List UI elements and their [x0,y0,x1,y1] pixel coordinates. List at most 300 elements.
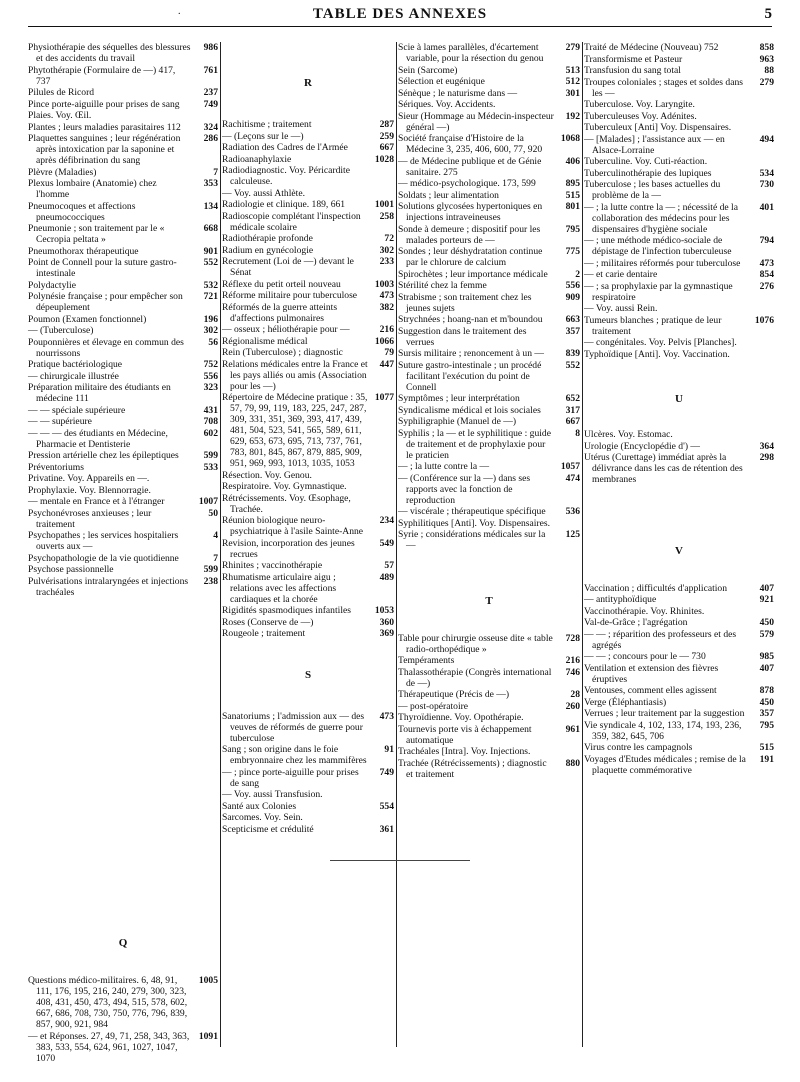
entry-text: Préventoriums [28,461,84,473]
entry-text: — et Réponses. 27, 49, 71, 258, 343, 363, 383, 533, 554, 624, 961, 1027, 1047, 1070 [28,1030,190,1064]
index-entry [222,605,394,616]
entry-text: Tuberculeux [Anti] Voy. Dispensaires. [584,122,732,133]
entry-page-number: 57 [384,560,394,571]
index-entry [28,110,218,121]
index-entry [222,767,394,789]
entry-page-number: 88 [764,65,774,76]
entry-text: — Voy. aussi Athlète. [222,187,305,199]
entry-text: Utérus (Curettage) immédiat après la délivrance dans les cas de rétention des membranes [584,452,743,485]
section-letter: U [675,393,683,405]
entry-text: Typhoïdique [Anti]. Voy. Vaccination. [584,348,730,360]
entry-page-number: 534 [759,167,774,179]
index-entry [28,496,218,507]
index-entry [584,235,774,257]
entry-page-number: 407 [759,582,774,594]
entry-page-number: 961 [565,723,580,735]
index-entry [398,326,580,348]
index-entry [584,122,774,133]
entry-text: Transformisme et Pasteur [584,53,683,65]
index-entry [584,179,774,201]
entry-text: — Voy. aussi Transfusion. [222,789,323,800]
index-entry [28,530,218,552]
entry-page-number: 323 [203,382,218,393]
entry-text: — (Tuberculose) [28,325,94,336]
index-entry [222,812,394,823]
entry-text: Table pour chirurgie osseuse dite « table radio-orthopédique » [398,632,553,655]
entry-text: Pulvérisations intralaryngées et injections trachéales [28,575,189,598]
entry-page-number: 1057 [560,461,580,472]
entry-text: Rétrécissements. Voy. Œsophage, Trachée. [222,492,351,515]
entry-text: Tempéraments [398,655,455,666]
entry-page-number: 317 [565,404,580,416]
entry-text: Pouponnières et élevage en commun des nourrissons [28,336,184,359]
entry-page-number: 1066 [374,335,394,347]
index-entry [28,65,218,87]
index-entry [222,801,394,812]
entry-page-number: 216 [565,655,580,666]
entry-page-number: 552 [203,257,218,268]
entry-page-number: 909 [565,291,580,303]
index-entry [398,314,580,325]
entry-page-number: 450 [759,696,774,708]
entry-page-number: 1001 [374,199,394,210]
entry-text: Sénèque ; le naturisme dans — [398,87,518,99]
section-spacer [584,557,774,583]
index-entry [398,701,580,712]
entry-text: Réunion biologique neuro-psychiatrique à l'asile Sainte-Anne [222,515,364,537]
index-entry [584,720,774,742]
entry-page-number: 652 [565,393,580,404]
entry-page-number: 515 [759,742,774,753]
entry-text: Plèvre (Maladies) [28,166,97,178]
index-entry [222,290,394,301]
entry-page-number: 260 [565,700,580,712]
section-spacer [584,360,774,394]
index-entry [398,633,580,655]
index-entry [398,224,580,246]
index-entry [398,529,580,551]
index-entry [584,134,774,156]
entry-text: Pratique bactériologique [28,359,123,370]
index-entry [222,711,394,744]
header-rule [28,26,772,27]
index-entry [398,428,580,461]
entry-page-number: 749 [379,766,394,778]
entry-page-number: 196 [203,313,218,325]
index-entry [28,167,218,178]
column-divider [582,42,583,1047]
entry-page-number: 301 [565,87,580,99]
header-dot: . [178,6,181,17]
entry-text: Syndicalisme médical et lois sociales [398,404,541,416]
index-entry [222,515,394,537]
index-entry [28,178,218,200]
entry-page-number: 554 [379,800,394,812]
index-entry [398,667,580,689]
index-entry [398,269,580,280]
entry-text: Pression artérielle chez les épileptiques [28,450,179,461]
index-entry [28,257,218,279]
index-entry [28,337,218,359]
index-entry [398,712,580,723]
entry-text: — viscérale ; thérapeutique spécifique [398,506,546,517]
entry-text: Vaccinothérapie. Voy. Rhinites. [584,605,705,617]
entry-text: Traité de Médecine (Nouveau) 752 [584,42,719,53]
index-entry [222,617,394,628]
entry-page-number: 775 [565,246,580,257]
index-entry [584,168,774,179]
entry-text: Rhinites ; vaccinothérapie [222,560,323,571]
entry-page-number: 364 [759,440,774,452]
index-entry [398,461,580,472]
index-entry [28,325,218,336]
index-entry [222,572,394,605]
entry-page-number: 985 [759,651,774,662]
entry-page-number: 276 [759,280,774,292]
index-entry [398,348,580,359]
index-entry [398,156,580,178]
entry-page-number: 28 [570,689,580,700]
index-entry [398,76,580,87]
section-spacer [28,598,218,938]
entry-page-number: 858 [759,42,774,53]
entry-page-number: 7 [213,166,218,178]
entry-text: Syphiligraphie (Manuel de —) [398,416,517,427]
entry-text: Polynésie française ; pour empêcher son dépeuplement [28,291,183,313]
index-entry [222,245,394,256]
entry-text: Tuberculine. Voy. Cuti-réaction. [584,156,708,167]
entry-text: Radioscopie complétant l'inspection médicale scolaire [222,210,361,233]
entry-text: Thalassothérapie (Congrès international de —) [398,666,552,689]
entry-page-number: 50 [208,507,218,519]
index-entry [398,246,580,268]
entry-page-number: 473 [379,710,394,722]
page-title: TABLE DES ANNEXES [312,6,488,22]
entry-page-number: 360 [379,616,394,628]
entry-text: Point de Connell pour la suture gastro-intestinale [28,257,177,279]
column-divider [220,42,221,1047]
entry-page-number: 721 [203,291,218,302]
entry-page-number: 533 [203,461,218,473]
index-entry [222,199,394,210]
entry-page-number: 357 [565,325,580,337]
index-entry [28,428,218,450]
entry-text: Sélection et eugénique [398,76,485,87]
entry-page-number: 599 [203,450,218,461]
entry-text: Régionalisme médical [222,335,308,347]
index-entry [584,281,774,303]
index-entry [584,99,774,110]
entry-page-number: 556 [203,370,218,382]
entry-page-number: 7 [213,552,218,564]
index-entry [222,165,394,187]
index-entry [222,538,394,560]
entry-text: Pince porte-aiguille pour prises de sang [28,98,180,110]
entry-text: Recrutement (Loi de —) devant le Sénat [222,256,354,278]
entry-page-number: 746 [565,666,580,678]
section-spacer [222,640,394,670]
entry-page-number: 192 [565,110,580,122]
entry-text: Tuberculose ; les bases actuelles du problème de la — [584,179,721,201]
entry-page-number: 602 [203,427,218,439]
entry-page-number: 795 [759,719,774,731]
entry-text: Radiodiagnostic. Voy. Péricardite calculeuse. [222,165,350,187]
index-entry [584,202,774,235]
entry-text: Rachitisme ; traitement [222,119,312,130]
section-spacer [222,89,394,119]
index-entry [584,111,774,122]
entry-text: Soldats ; leur alimentation [398,189,499,201]
entry-text: Tumeurs blanches ; pratique de leur traitement [584,314,722,337]
entry-text: Verge (Éléphantiasis) [584,696,667,708]
index-entry [222,824,394,835]
index-entry [584,697,774,708]
index-entry [28,450,218,461]
entry-page-number: 1003 [374,278,394,290]
index-entry [398,292,580,314]
entry-page-number: 513 [565,64,580,76]
entry-page-number: 8 [575,427,580,439]
entry-text: Trachée (Rétrécissements) ; diagnostic et traitement [398,757,547,780]
entry-page-number: 549 [379,537,394,549]
index-entry [222,347,394,358]
entry-text: Radioanaphylaxie [222,153,292,165]
index-entry [222,744,394,766]
entry-text: Sondes ; leur déshydratation continue par le chlorure de calcium [398,246,543,268]
entry-page-number: 72 [384,233,394,244]
entry-page-number: 406 [565,155,580,167]
entry-text: Rougeole ; traitement [222,628,306,639]
entry-text: Psychose passionnelle [28,564,114,575]
entry-text: Syphilitiques [Anti]. Voy. Dispensaires. [398,517,550,529]
entry-page-number: 216 [379,324,394,335]
entry-page-number: 795 [565,223,580,235]
entry-page-number: 1028 [374,153,394,165]
entry-text: Société française d'Histoire de la Médecine 3, 235, 406, 600, 77, 920 [398,133,543,155]
entry-text: Strabisme ; son traitement chez les jeunes sujets [398,291,532,314]
entry-text: — — ; concours pour le — 730 [584,651,706,662]
entry-page-number: 761 [203,64,218,76]
entry-text: Répertoire de Médecine pratique : 35, 57, 79, 99, 119, 183, 225, 247, 287, 309, 331, 351, 369, 393, 417, 439, 481, 504, 523, 541, 565, 589, 611, 629, 653, 673, 695, 713, 737, 761, 783, 801, 845, 867, 879, 885, 909, 951, 969, 993, 1013, 1035, 1053 [222,392,368,469]
index-entry [398,133,580,155]
entry-text: — antityphoïdique [584,594,657,605]
index-entry [584,594,774,605]
index-entry [28,1031,218,1064]
index-entry [28,87,218,98]
entry-page-number: 4 [213,530,218,541]
entry-page-number: 880 [565,757,580,769]
entry-page-number: 667 [379,142,394,153]
entry-text: Psychopathes ; les services hospitaliers ouverts aux — [28,530,179,552]
entry-text: Plexus lombaire (Anatomie) chez l'homme [28,178,157,200]
entry-page-number: 963 [759,53,774,65]
index-entry [28,133,218,166]
entry-text: Radium en gynécologie [222,244,314,256]
index-entry [398,178,580,189]
index-entry [222,392,394,469]
entry-page-number: 324 [203,121,218,133]
entry-page-number: 579 [759,628,774,640]
entry-text: Symptômes ; leur interprétation [398,393,520,404]
index-entry [398,99,580,110]
entry-text: Strychnées ; hoang-nan et m'boundou [398,314,543,325]
entry-text: Tuberculinothérapie des lupiques [584,167,712,179]
section-spacer [398,552,580,596]
entry-page-number: 536 [565,506,580,517]
index-entry [584,337,774,348]
entry-text: — — spéciale supérieure [28,404,126,416]
entry-text: Ulcères. Voy. Estomac. [584,429,673,440]
section-spacer [584,405,774,429]
entry-text: Roses (Conserve de —) [222,616,314,628]
section-letter: S [304,668,312,681]
column-divider [396,42,397,1047]
entry-page-number: 279 [565,42,580,53]
entry-text: Polydactylie [28,279,76,291]
index-entry [584,77,774,99]
entry-text: — ; pince porte-aiguille pour prises de sang [222,766,359,789]
entry-text: Stérilité chez la femme [398,280,487,291]
index-column-1 [28,42,218,1064]
index-entry [28,99,218,110]
entry-page-number: 447 [379,358,394,370]
entry-text: Sériques. Voy. Accidents. [398,99,496,110]
section-spacer [28,949,218,975]
entry-page-number: 556 [565,280,580,291]
entry-page-number: 474 [565,472,580,484]
entry-text: Thérapeutique (Précis de —) [398,689,510,700]
index-entry [584,315,774,337]
page-number: 5 [764,6,772,22]
section-letter: V [675,544,683,557]
entry-text: Pneumothorax thérapeutique [28,245,139,257]
entry-text: — médico-psychologique. 173, 599 [398,178,536,189]
entry-page-number: 752 [203,359,218,370]
entry-text: Thyroïdienne. Voy. Opothérapie. [398,712,524,723]
entry-text: Plaies. Voy. Œil. [28,110,92,121]
entry-text: Réflexe du petit orteil nouveau [222,278,341,290]
entry-page-number: 801 [565,201,580,212]
entry-text: Psychonévroses anxieuses ; leur traitement [28,507,152,530]
entry-page-number: 134 [203,200,218,212]
entry-text: — de Médecine publique et de Génie sanitaire. 275 [398,155,542,178]
entry-text: Radiothérapie profonde [222,233,313,244]
index-entry [222,628,394,639]
index-entry [222,336,394,347]
index-entry [28,359,218,370]
entry-page-number: 238 [203,575,218,587]
index-entry [584,685,774,696]
entry-text: Sursis militaire ; renoncement à un — [398,348,545,359]
index-entry [222,470,394,481]
index-entry [398,416,580,427]
index-entry [584,606,774,617]
index-entry [584,303,774,314]
entry-text: Sang ; son origine dans le foie embryonnaire chez les mammifères [222,744,367,766]
section-letter: R [304,77,312,89]
entry-page-number: 298 [759,452,774,463]
entry-text: Tuberculeuses Voy. Adénites. [584,110,697,122]
entry-text: Poumon (Examen fonctionnel) [28,313,147,325]
entry-text: Préparation militaire des étudiants en médecine 111 [28,382,171,404]
index-entry [398,655,580,666]
entry-page-number: 237 [203,87,218,98]
entry-text: — (Leçons sur le —) [222,130,304,142]
index-entry [584,754,774,776]
index-entry [28,314,218,325]
entry-page-number: 91 [384,744,394,755]
entry-page-number: 361 [379,823,394,835]
entry-text: Tournevis porte vis à échappement automatique [398,723,532,746]
entry-text: — post-opératoire [398,700,469,712]
index-entry [28,122,218,133]
entry-page-number: 1068 [560,133,580,144]
entry-text: Sein (Sarcome) [398,64,458,76]
index-entry [222,789,394,800]
index-entry [222,560,394,571]
entry-text: Relations médicales entre la France et les pays alliés ou amis (Association pour les —) [222,358,368,392]
entry-page-number: 986 [203,42,218,53]
entry-text: Prophylaxie. Voy. Blennorragie. [28,484,151,496]
index-entry [584,663,774,685]
entry-text: Revision, incorporation des jeunes recrues [222,537,355,560]
index-entry [584,452,774,485]
entry-page-number: 668 [203,223,218,234]
entry-text: Urologie (Encyclopédie d') — [584,440,701,452]
entry-text: Transfusion du sang total [584,65,681,76]
entry-page-number: 1007 [198,496,218,507]
entry-page-number: 431 [203,404,218,416]
entry-text: Réforme militaire pour tuberculose [222,290,358,301]
entry-page-number: 515 [565,189,580,201]
entry-text: — et carie dentaire [584,269,658,280]
entry-text: — [Malades] ; l'assistance aux — en Alsace-Lorraine [584,133,725,156]
index-entry [398,405,580,416]
index-entry [222,359,394,392]
entry-page-number: 233 [379,256,394,267]
entry-page-number: 1077 [374,392,394,403]
index-entry [28,405,218,416]
index-entry [222,279,394,290]
entry-text: Physiothérapie des séquelles des blessures et des accidents du travail [28,42,191,64]
entry-text: — — ; réparition des professeurs et des agrégés [584,628,737,651]
entry-text: Spirochètes ; leur importance médicale [398,268,548,280]
entry-page-number: 489 [379,571,394,583]
index-entry [28,975,218,1030]
entry-page-number: 1053 [374,605,394,616]
index-entry [584,429,774,440]
entry-text: Sieur (Hommage au Médecin-inspecteur général —) [398,110,554,133]
index-entry [28,371,218,382]
entry-page-number: 191 [759,753,774,765]
entry-text: Virus contre les campagnols [584,742,693,753]
page-header [28,6,772,28]
entry-page-number: 728 [565,632,580,644]
section-spacer [584,486,774,546]
entry-text: Verrues ; leur traitement par la suggestion [584,708,745,719]
index-entry [398,190,580,201]
entry-text: Voyages d'Etudes médicales ; remise de la plaquette commémorative [584,753,746,776]
entry-page-number: 895 [565,178,580,189]
index-entry [28,246,218,257]
entry-text: — ; la lutte contre la — [398,461,490,472]
entry-page-number: 794 [759,235,774,246]
index-entry [398,689,580,700]
entry-page-number: 287 [379,119,394,130]
index-entry [584,742,774,753]
entry-page-number: 494 [759,133,774,145]
entry-text: Rein (Tuberculose) ; diagnostic [222,347,343,358]
